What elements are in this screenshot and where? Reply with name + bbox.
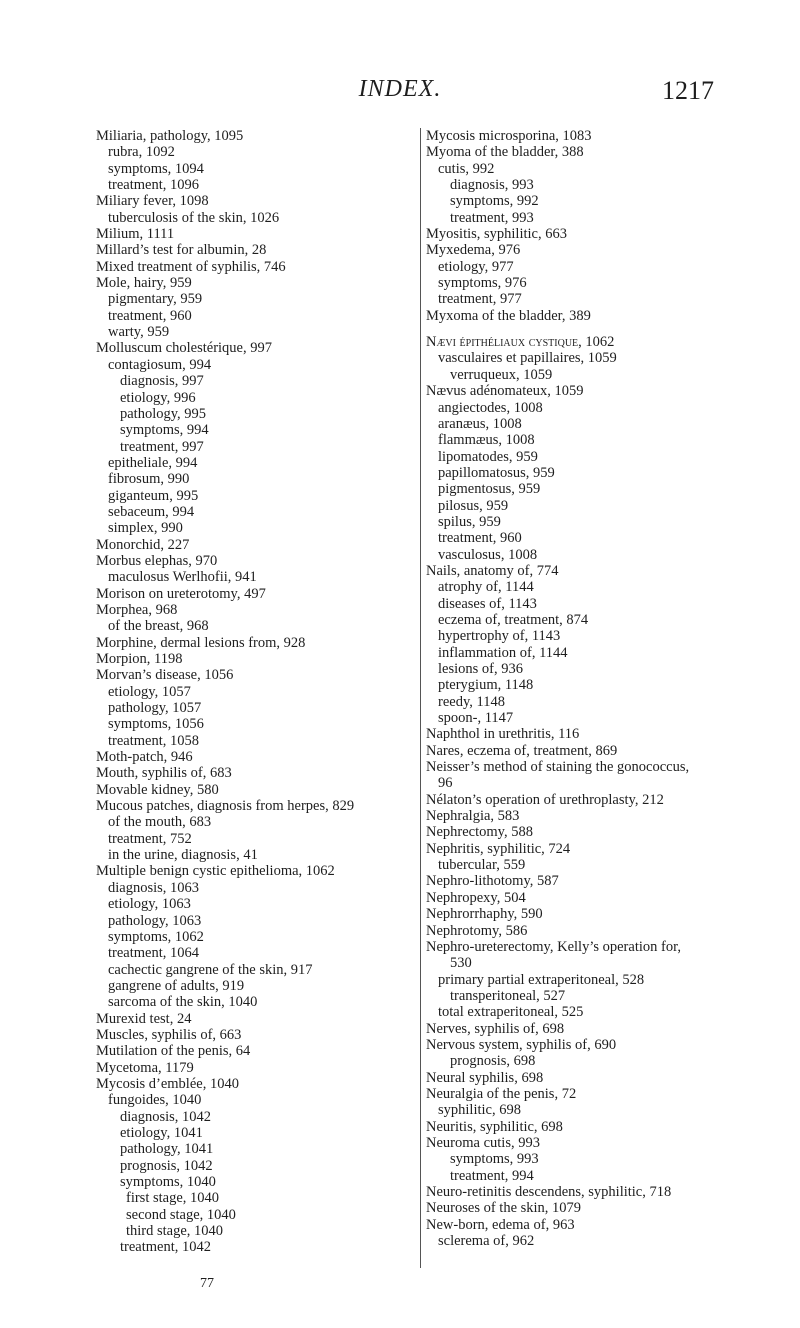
index-entry: diseases of, 1143 bbox=[438, 595, 537, 612]
index-entry: Myoma of the bladder, 388 bbox=[426, 144, 584, 161]
index-entry: lipomatodes, 959 bbox=[438, 448, 538, 465]
index-entry: Mouth, syphilis of, 683 bbox=[96, 765, 232, 782]
index-entry: Mole, hairy, 959 bbox=[96, 275, 192, 292]
index-entry: Nephrorrhaphy, 590 bbox=[426, 906, 543, 923]
index-entry: treatment, 993 bbox=[450, 209, 534, 226]
index-entry: treatment, 752 bbox=[108, 830, 192, 847]
index-entry: diagnosis, 993 bbox=[450, 177, 534, 194]
index-entry: reedy, 1148 bbox=[438, 693, 505, 710]
index-entry: Neisser’s method of staining the gonococcus, bbox=[426, 759, 690, 776]
index-entry: Neuroses of the skin, 1079 bbox=[426, 1200, 582, 1217]
index-entry: verruqueux, 1059 bbox=[450, 366, 553, 383]
column-divider bbox=[420, 128, 421, 1268]
index-entry: Nélaton’s operation of urethroplasty, 212 bbox=[426, 791, 664, 808]
page-number: 1217 bbox=[662, 76, 714, 105]
index-entry: first stage, 1040 bbox=[126, 1190, 220, 1207]
index-entry: of the mouth, 683 bbox=[108, 814, 212, 831]
index-entry: Mycetoma, 1179 bbox=[96, 1059, 194, 1076]
index-entry: Murexid test, 24 bbox=[96, 1010, 192, 1027]
index-entry: pathology, 995 bbox=[120, 405, 207, 422]
index-entry: transperitoneal, 527 bbox=[450, 987, 566, 1004]
index-entry: pilosus, 959 bbox=[438, 497, 509, 514]
index-entry: Neural syphilis, 698 bbox=[426, 1069, 544, 1086]
signature-mark: 77 bbox=[200, 1276, 214, 1291]
index-entry: symptoms, 1062 bbox=[108, 928, 204, 945]
index-entry: Myxoma of the bladder, 389 bbox=[426, 307, 591, 324]
index-entry: Nephralgia, 583 bbox=[426, 808, 520, 825]
index-entry: Nævus adénomateux, 1059 bbox=[426, 383, 584, 400]
index-entry: 96 bbox=[438, 775, 453, 792]
index-entry: pathology, 1041 bbox=[120, 1141, 214, 1158]
index-entry: vasculosus, 1008 bbox=[438, 546, 538, 563]
index-entry: etiology, 1057 bbox=[108, 683, 191, 700]
index-entry: vasculaires et papillaires, 1059 bbox=[438, 350, 617, 367]
index-entry: Miliaria, pathology, 1095 bbox=[96, 128, 244, 144]
index-entry: treatment, 977 bbox=[438, 291, 522, 308]
index-entry: treatment, 1042 bbox=[120, 1239, 212, 1256]
index-entry: papillomatosus, 959 bbox=[438, 464, 555, 481]
index-entry: symptoms, 994 bbox=[120, 422, 209, 439]
index-column-left bbox=[96, 128, 436, 1256]
index-entry: fungoides, 1040 bbox=[108, 1092, 202, 1109]
index-column-right bbox=[426, 128, 726, 1249]
running-title: INDEX. bbox=[358, 76, 442, 102]
index-entry: of the breast, 968 bbox=[108, 618, 209, 635]
index-entry: hypertrophy of, 1143 bbox=[438, 628, 561, 645]
index-entry: diagnosis, 1063 bbox=[108, 879, 200, 896]
index-entry: treatment, 960 bbox=[108, 307, 192, 324]
index-entry: Mucous patches, diagnosis from herpes, 829 bbox=[96, 798, 355, 815]
index-entry: eczema of, treatment, 874 bbox=[438, 611, 589, 628]
index-entry: Molluscum cholestérique, 997 bbox=[96, 340, 272, 357]
index-entry: treatment, 997 bbox=[120, 438, 204, 455]
index-entry: aranæus, 1008 bbox=[438, 415, 522, 432]
index-entry: Nerves, syphilis of, 698 bbox=[426, 1020, 565, 1037]
index-entry: etiology, 1041 bbox=[120, 1124, 203, 1141]
index-entry: spoon-, 1147 bbox=[438, 710, 514, 727]
index-entry: Neuro-retinitis descendens, syphilitic, 718 bbox=[426, 1184, 672, 1200]
index-entry: Morvan’s disease, 1056 bbox=[96, 667, 234, 684]
index-entry: treatment, 960 bbox=[438, 530, 522, 547]
index-entry: tubercular, 559 bbox=[438, 857, 526, 874]
index-entry: Neuroma cutis, 993 bbox=[426, 1134, 540, 1151]
index-entry: prognosis, 1042 bbox=[120, 1157, 213, 1174]
index-entry: pterygium, 1148 bbox=[438, 677, 534, 694]
index-entry: Muscles, syphilis of, 663 bbox=[96, 1026, 242, 1043]
index-entry: New-born, edema of, 963 bbox=[426, 1216, 575, 1233]
index-entry: rubra, 1092 bbox=[108, 144, 175, 161]
index-entry: Nephropexy, 504 bbox=[426, 889, 526, 906]
index-entry: Nephrectomy, 588 bbox=[426, 824, 533, 841]
index-entry: diagnosis, 997 bbox=[120, 373, 204, 390]
index-entry: symptoms, 1094 bbox=[108, 160, 204, 177]
index-entry: Millard’s test for albumin, 28 bbox=[96, 242, 267, 259]
index-entry: third stage, 1040 bbox=[126, 1223, 224, 1240]
index-entry: etiology, 1063 bbox=[108, 896, 191, 913]
index-entry: symptoms, 976 bbox=[438, 275, 527, 292]
index-entry: Nephro-ureterectomy, Kelly’s operation for, bbox=[426, 938, 681, 955]
index-entry: diagnosis, 1042 bbox=[120, 1108, 212, 1125]
index-entry: spilus, 959 bbox=[438, 513, 501, 530]
index-entry: symptoms, 1040 bbox=[120, 1174, 216, 1190]
index-entry: tuberculosis of the skin, 1026 bbox=[108, 209, 280, 226]
index-entry: Myositis, syphilitic, 663 bbox=[426, 226, 567, 243]
index-entry: treatment, 994 bbox=[450, 1167, 534, 1184]
index-entry: Neuritis, syphilitic, 698 bbox=[426, 1118, 563, 1135]
index-entry: second stage, 1040 bbox=[126, 1206, 236, 1223]
index-entry: maculosus Werlhofii, 941 bbox=[108, 569, 257, 586]
index-entry: Morphea, 968 bbox=[96, 601, 178, 618]
index-entry: Nephro-lithotomy, 587 bbox=[426, 873, 559, 890]
index-entry: atrophy of, 1144 bbox=[438, 579, 534, 596]
index-entry: angiectodes, 1008 bbox=[438, 399, 543, 416]
index-entry: pigmentosus, 959 bbox=[438, 481, 541, 498]
index-entry: symptoms, 992 bbox=[450, 193, 539, 210]
index-entry: treatment, 1058 bbox=[108, 732, 200, 749]
index-entry: symptoms, 993 bbox=[450, 1151, 539, 1168]
index-entry: Miliary fever, 1098 bbox=[96, 193, 209, 210]
index-entry: fibrosum, 990 bbox=[108, 471, 190, 488]
index-entry: Nephrotomy, 586 bbox=[426, 922, 528, 939]
index-spacer bbox=[426, 324, 726, 334]
index-entry: Morpion, 1198 bbox=[96, 651, 183, 667]
index-entry: Morbus elephas, 970 bbox=[96, 552, 218, 569]
index-entry: sebaceum, 994 bbox=[108, 503, 195, 520]
index-entry: contagiosum, 994 bbox=[108, 356, 212, 373]
index-entry: Nephritis, syphilitic, 724 bbox=[426, 840, 571, 857]
index-entry: pathology, 1057 bbox=[108, 700, 202, 717]
index-entry: treatment, 1096 bbox=[108, 177, 200, 194]
index-entry: Mycosis microsporina, 1083 bbox=[426, 128, 592, 144]
index-entry: pathology, 1063 bbox=[108, 912, 202, 929]
index-entry: Nervous system, syphilis of, 690 bbox=[426, 1036, 617, 1053]
index-entry: lesions of, 936 bbox=[438, 661, 523, 677]
index-entry: Multiple benign cystic epithelioma, 1062 bbox=[96, 863, 335, 880]
index-entry: prognosis, 698 bbox=[450, 1053, 536, 1070]
index-entry: treatment, 1064 bbox=[108, 945, 200, 962]
index-entry: pigmentary, 959 bbox=[108, 291, 203, 308]
index-entry: Neuralgia of the penis, 72 bbox=[426, 1085, 577, 1102]
index-entry: symptoms, 1056 bbox=[108, 716, 204, 733]
index-entry: sarcoma of the skin, 1040 bbox=[108, 994, 258, 1011]
index-entry: Mixed treatment of syphilis, 746 bbox=[96, 258, 286, 275]
index-entry: Moth-patch, 946 bbox=[96, 749, 193, 766]
index-entry: Milium, 1111 bbox=[96, 226, 175, 243]
index-entry: Mycosis d’emblée, 1040 bbox=[96, 1075, 239, 1092]
index-entry: Myxedema, 976 bbox=[426, 242, 521, 259]
index-entry: epitheliale, 994 bbox=[108, 454, 198, 471]
index-entry: Monorchid, 227 bbox=[96, 536, 190, 553]
index-entry: inflammation of, 1144 bbox=[438, 644, 568, 661]
index-entry: etiology, 977 bbox=[438, 258, 514, 275]
index-entry: Nails, anatomy of, 774 bbox=[426, 562, 559, 579]
index-entry: Nævi épithéliaux cystique, 1062 bbox=[426, 334, 615, 351]
index-entry: simplex, 990 bbox=[108, 520, 183, 537]
index-entry: gangrene of adults, 919 bbox=[108, 977, 245, 994]
index-entry: Naphthol in urethritis, 116 bbox=[426, 726, 580, 743]
index-entry: Morison on ureterotomy, 497 bbox=[96, 585, 266, 602]
index-entry: syphilitic, 698 bbox=[438, 1102, 521, 1119]
index-entry: cutis, 992 bbox=[438, 160, 495, 177]
index-entry: Mutilation of the penis, 64 bbox=[96, 1043, 251, 1060]
index-entry: sclerema of, 962 bbox=[438, 1233, 535, 1250]
index-entry: in the urine, diagnosis, 41 bbox=[108, 847, 258, 864]
index-entry: 530 bbox=[450, 955, 472, 972]
index-entry: primary partial extraperitoneal, 528 bbox=[438, 971, 645, 988]
index-entry: etiology, 996 bbox=[120, 389, 196, 406]
index-entry: flammæus, 1008 bbox=[438, 432, 535, 449]
index-entry: giganteum, 995 bbox=[108, 487, 199, 504]
index-entry: Morphine, dermal lesions from, 928 bbox=[96, 634, 306, 651]
index-entry: Nares, eczema of, treatment, 869 bbox=[426, 742, 618, 759]
index-entry: warty, 959 bbox=[108, 324, 170, 341]
index-entry: total extraperitoneal, 525 bbox=[438, 1004, 584, 1021]
index-entry: cachectic gangrene of the skin, 917 bbox=[108, 961, 313, 978]
index-entry: Movable kidney, 580 bbox=[96, 781, 219, 798]
